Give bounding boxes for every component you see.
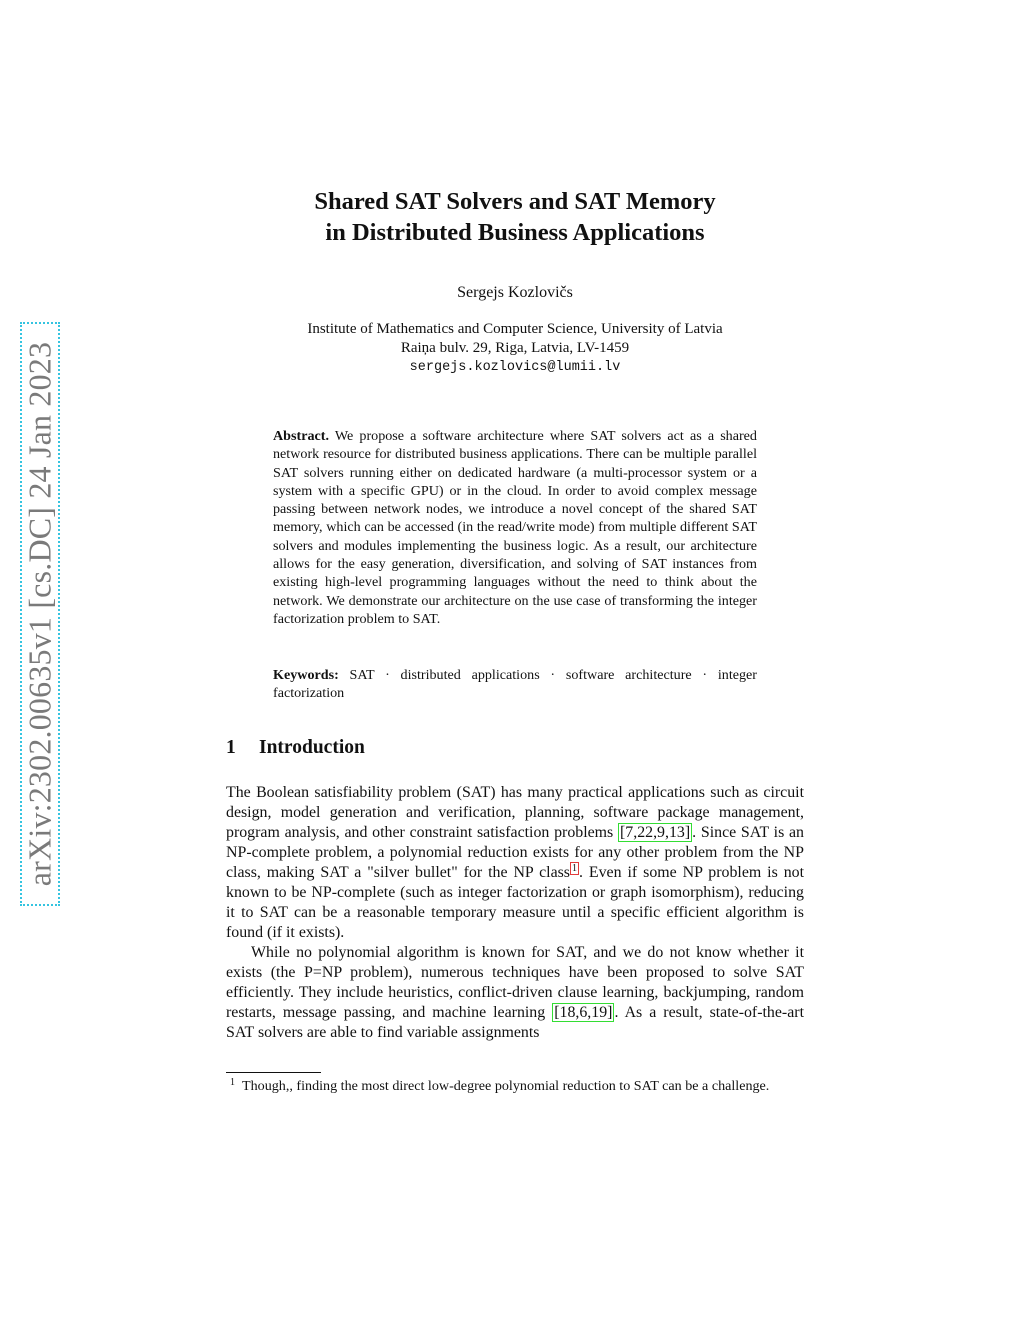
title-line-1: Shared SAT Solvers and SAT Memory: [314, 188, 716, 215]
footnote-ref-link[interactable]: 1: [572, 862, 577, 874]
author-name: Sergejs Kozlovičs: [457, 284, 573, 301]
paragraph-2-text-b: . As a result, state-of-the-art SAT solvers are able to find variable assignments: [226, 1004, 804, 1041]
keywords-label: Keywords:: [273, 667, 339, 683]
footnote-divider: [226, 1072, 321, 1073]
paper-title: [200, 186, 830, 248]
affiliation-address: Raiņa bulv. 29, Riga, Latvia, LV-1459: [400, 340, 630, 356]
abstract-label: Abstract.: [273, 428, 329, 444]
author-email[interactable]: sergejs.kozlovics@lumii.lv: [409, 360, 621, 375]
section-title: Introduction: [259, 737, 365, 758]
paragraph-1-text-b: . Since SAT is an NP-complete problem, a polynomial reduction exists for any other problem from the NP class, making SAT a "silver bullet" for the NP class: [226, 824, 804, 881]
paragraph-2: [226, 943, 804, 1043]
body-text: [226, 783, 804, 1043]
arxiv-identifier[interactable]: arXiv:2302.00635v1 [cs.DC] 24 Jan 2023: [21, 341, 58, 887]
arxiv-identifier-box[interactable]: [20, 322, 60, 906]
title-line-2: in Distributed Business Applications: [325, 219, 705, 246]
paragraph-1: [226, 783, 804, 943]
footnote-text: Though,, finding the most direct low-degree polynomial reduction to SAT can be a challenge.: [242, 1078, 770, 1094]
section-heading: [226, 737, 365, 759]
abstract-text: We propose a software architecture where SAT solvers act as a shared network resource for distributed business applications. There can be multiple parallel SAT solvers running either on dedicated hardware (a multi-processor system or a system with a specific GPU) or in the cloud. In order to avoid complex message passing between network nodes, we introduce a novel concept of the shared SAT memory, which can be accessed (in the read/write mode) from multiple different SAT solvers and modules implementing the business logic. As a result, our architecture allows for the easy generation, diversification, and solving of SAT instances from existing high-level programming languages without the need to think about the network. We demonstrate our architecture on the use case of transforming the integer factorization problem to SAT.: [273, 428, 757, 627]
affiliation: [200, 320, 830, 377]
paragraph-2-text-a: While no polynomial algorithm is known for SAT, and we do not know whether it exists (the P=NP problem), numerous techniques have been proposed to solve SAT efficiently. They include heuristics, conflict-driven clause learning, backjumping, random restarts, message passing, and machine learning: [226, 944, 804, 1021]
paragraph-1-text-a: The Boolean satisfiability problem (SAT) has many practical applications such as circuit design, model generation and verification, planning, software package management, program analysis, and other constraint satisfaction problems: [226, 784, 804, 841]
footnote: [226, 1077, 804, 1096]
keywords-text: SAT · distributed applications · software architecture · integer factorization: [273, 667, 757, 702]
citation-link[interactable]: [18,6,19]: [554, 1004, 613, 1021]
keywords: [273, 666, 757, 703]
affiliation-institute: Institute of Mathematics and Computer Science, University of Latvia: [307, 321, 723, 337]
footnote-mark: 1: [230, 1077, 235, 1088]
section-number: 1: [226, 737, 236, 758]
citation-link[interactable]: [7,22,9,13]: [619, 824, 691, 841]
paragraph-1-text-c: . Even if some NP problem is not known to be NP-complete (such as integer factorization or graph isomorphism), reducing it to SAT can be a reasonable temporary measure until a specific efficient algorithm is found (if it exists).: [226, 864, 805, 941]
abstract: [273, 427, 757, 628]
